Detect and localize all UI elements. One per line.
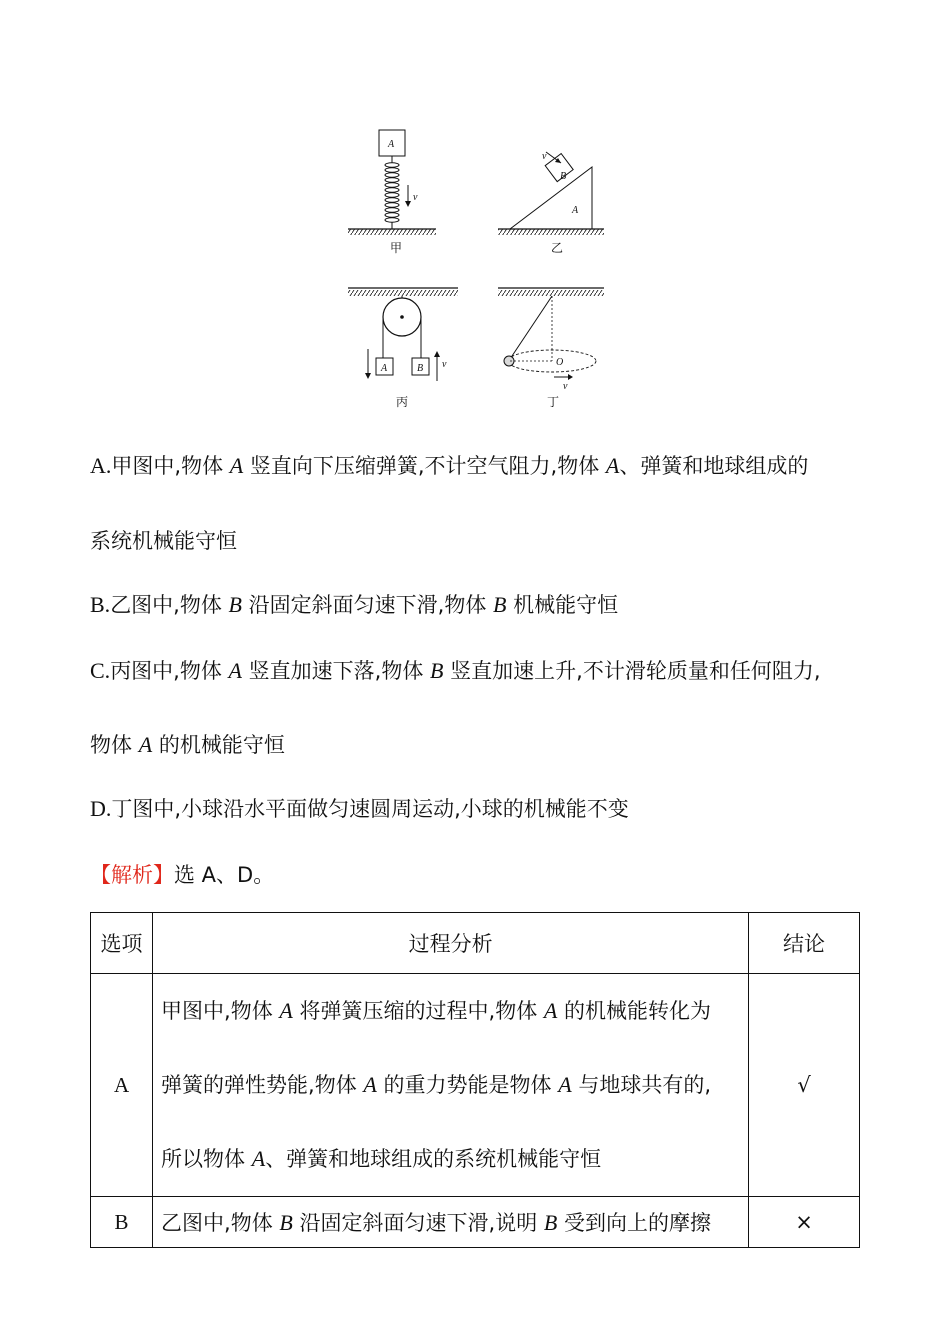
- spring-coil: [385, 156, 399, 229]
- physics-figures: [340, 125, 610, 415]
- figure-ding: [498, 288, 604, 409]
- wedge-a: [510, 167, 592, 229]
- option-a-line-2: 系统机械能守恒: [90, 529, 237, 553]
- option-c-line-1: C.丙图中,物体 A 竖直加速下落,物体 B 竖直加速上升,不计滑轮质量和任何阻力,: [90, 658, 821, 683]
- caption-jia: 甲: [390, 241, 403, 255]
- block-a-jia-label: A: [388, 139, 395, 150]
- table-row: [91, 1197, 860, 1248]
- analysis-line: [90, 860, 274, 890]
- option-d-line-1: D.丁图中,小球沿水平面做匀速圆周运动,小球的机械能不变: [90, 796, 629, 821]
- wedge-a-label: A: [572, 205, 579, 216]
- figure-jia: [348, 130, 436, 255]
- row-a-analysis: 甲图中,物体 A 将弹簧压缩的过程中,物体 A 的机械能转化为 弹簧的弹性势能,物体 A 的重力势能是物体 A 与地球共有的, 所以物体 A、弹簧和地球组成的系统机械能守恒: [153, 974, 749, 1197]
- row-b-analysis: 乙图中,物体 B 沿固定斜面匀速下滑,说明 B 受到向上的摩擦: [153, 1197, 749, 1248]
- header-option: 选项: [91, 913, 153, 974]
- block-b-yi-label: B: [560, 171, 567, 182]
- caption-ding: 丁: [547, 395, 560, 409]
- table-row: [91, 974, 860, 1197]
- velocity-label-bing: v: [442, 359, 447, 370]
- option-b-line-1: B.乙图中,物体 B 沿固定斜面匀速下滑,物体 B 机械能守恒: [90, 592, 619, 617]
- analysis-table: [90, 912, 860, 1248]
- row-b-option: B: [91, 1197, 153, 1248]
- analysis-text: 选 A、D。: [174, 863, 275, 887]
- row-b-result: ×: [749, 1197, 860, 1248]
- option-c-tag: C.: [90, 658, 111, 683]
- block-a-bing-label: A: [381, 363, 388, 374]
- option-c-line-2: 物体 A 的机械能守恒: [90, 732, 285, 757]
- figure-yi: [498, 151, 604, 255]
- center-o-label: O: [556, 357, 564, 368]
- block-b-bing-label: B: [417, 363, 424, 374]
- velocity-label-yi: v: [542, 151, 547, 162]
- caption-yi: 乙: [551, 241, 564, 255]
- header-conclusion: 结论: [749, 913, 860, 974]
- figures-svg: [340, 125, 610, 415]
- header-process: 过程分析: [153, 913, 749, 974]
- option-d-tag: D.: [90, 796, 112, 821]
- row-a-result: √: [749, 974, 860, 1197]
- velocity-label-ding: v: [563, 381, 568, 392]
- option-a-tag: A.: [90, 453, 112, 478]
- caption-bing: 丙: [396, 395, 409, 409]
- velocity-label-jia: v: [413, 192, 418, 203]
- figure-bing: [348, 288, 458, 409]
- option-b-tag: B.: [90, 592, 111, 617]
- row-a-option: A: [91, 974, 153, 1197]
- analysis-label: 【解析】: [90, 863, 174, 887]
- table-header-row: [91, 913, 860, 974]
- option-a-line-1: A.甲图中,物体 A 竖直向下压缩弹簧,不计空气阻力,物体 A、弹簧和地球组成的: [90, 453, 809, 478]
- ball: [504, 356, 514, 366]
